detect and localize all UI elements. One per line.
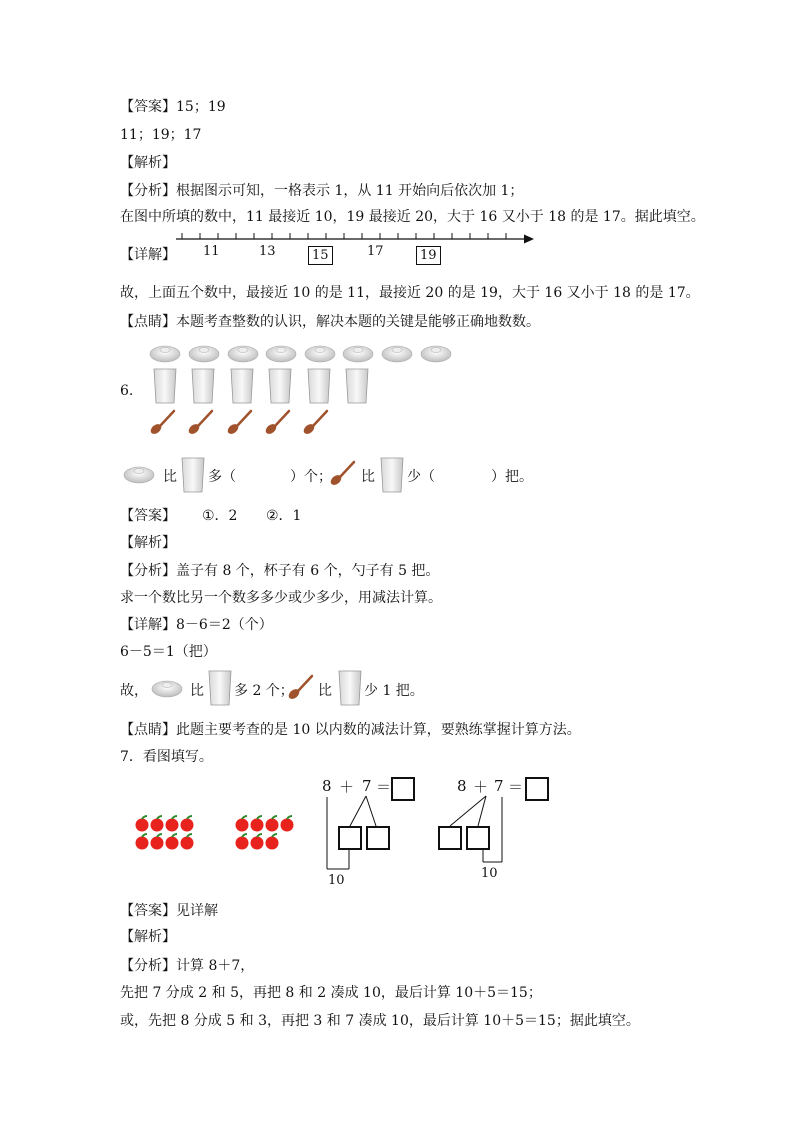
- q5-conclusion: 故，上面五个数中，最接近 10 的是 11，最接近 20 的是 19，大于 16 又小于 18 的是 17。: [120, 285, 700, 301]
- q7-analysis-header: 【解析】: [120, 929, 176, 945]
- q5-analysis-header: 【解析】: [120, 155, 176, 171]
- q6-conclusion-bi2: 比: [318, 683, 332, 699]
- q5-fenxi2: 在图中所填的数中，11 最接近 10，19 最接近 20，大于 16 又小于 18 的是 17。据此填空。: [120, 209, 705, 225]
- q5-detail-label: 【详解】: [120, 247, 176, 263]
- q5-dianjing: 【点睛】本题考查整数的认识，解决本题的关键是能够正确地数数。: [120, 314, 540, 330]
- q6-duo: 多（: [208, 469, 236, 485]
- eq1-b: 7: [362, 777, 372, 795]
- eq2-b: 7: [494, 777, 504, 795]
- q6-answer-2: ②．1: [266, 508, 302, 524]
- q5-answer: 【答案】15；19: [120, 99, 226, 115]
- eq1-a: 8: [322, 777, 332, 795]
- numberline-label-13: 13: [259, 244, 276, 259]
- q5-answer-line2: 11；19；17: [120, 127, 202, 143]
- q7-line3: 或，先把 8 分成 5 和 3，再把 3 和 7 凑成 10，最后计算 10＋5＝15；据此填空。: [120, 1013, 640, 1029]
- eq2-plus: ＋: [473, 778, 489, 796]
- q6-bi2: 比: [361, 469, 375, 485]
- eq2-ten-label: 10: [481, 866, 498, 881]
- q6-ge: ）个；: [290, 469, 332, 485]
- q7-fenxi: 【分析】计算 8＋7，: [120, 958, 255, 974]
- q6-shao: 少（: [407, 469, 435, 485]
- q6-fenxi: 【分析】盖子有 8 个，杯子有 6 个，勺子有 5 把。: [120, 563, 440, 579]
- q6-bi1: 比: [163, 469, 177, 485]
- eq2-split-box-2[interactable]: [466, 826, 490, 850]
- q6-ba: ）把。: [491, 469, 533, 485]
- numberline-label-17: 17: [367, 244, 384, 259]
- eq2-result-box[interactable]: [525, 777, 549, 801]
- eq2-a: 8: [457, 777, 467, 795]
- eq1-equals: ＝: [376, 778, 392, 796]
- q6-conclusion-bi1: 比: [190, 683, 204, 699]
- q5-fenxi: 【分析】根据图示可知，一格表示 1，从 11 开始向后依次加 1；: [120, 183, 524, 199]
- q6-conclusion-shao: 少 1 把。: [364, 683, 424, 699]
- eq1-ten-label: 10: [328, 873, 345, 888]
- numberline-label-11: 11: [203, 244, 220, 259]
- q6-answer-1: ①．2: [202, 508, 238, 524]
- eq1-plus: ＋: [339, 778, 355, 796]
- numberline-box-15: 15: [308, 246, 333, 265]
- q6-conclusion-duo: 多 2 个；: [234, 683, 294, 699]
- q6-number: 6.: [120, 383, 134, 399]
- eq2-split-box-1[interactable]: [438, 826, 462, 850]
- q6-analysis-header: 【解析】: [120, 535, 176, 551]
- eq1-split-box-1[interactable]: [338, 826, 362, 850]
- q6-conclusion-gu: 故，: [120, 683, 148, 699]
- q6-detail2: 6－5＝1（把）: [120, 644, 217, 660]
- q6-answer-label: 【答案】: [120, 508, 176, 524]
- numberline-box-19: 19: [416, 246, 441, 265]
- q6-fenxi2: 求一个数比另一个数多多少或少多少，用减法计算。: [120, 590, 442, 606]
- eq1-split-box-2[interactable]: [366, 826, 390, 850]
- q7-title: 7．看图填写。: [120, 749, 213, 765]
- eq2-equals: ＝: [508, 778, 524, 796]
- q6-dianjing: 【点睛】此题主要考查的是 10 以内数的减法计算，要熟练掌握计算方法。: [120, 722, 581, 738]
- q7-line2: 先把 7 分成 2 和 5，再把 8 和 2 凑成 10，最后计算 10＋5＝15；: [120, 985, 542, 1001]
- q7-answer: 【答案】见详解: [120, 903, 218, 919]
- q6-detail: 【详解】8－6＝2（个）: [120, 617, 273, 633]
